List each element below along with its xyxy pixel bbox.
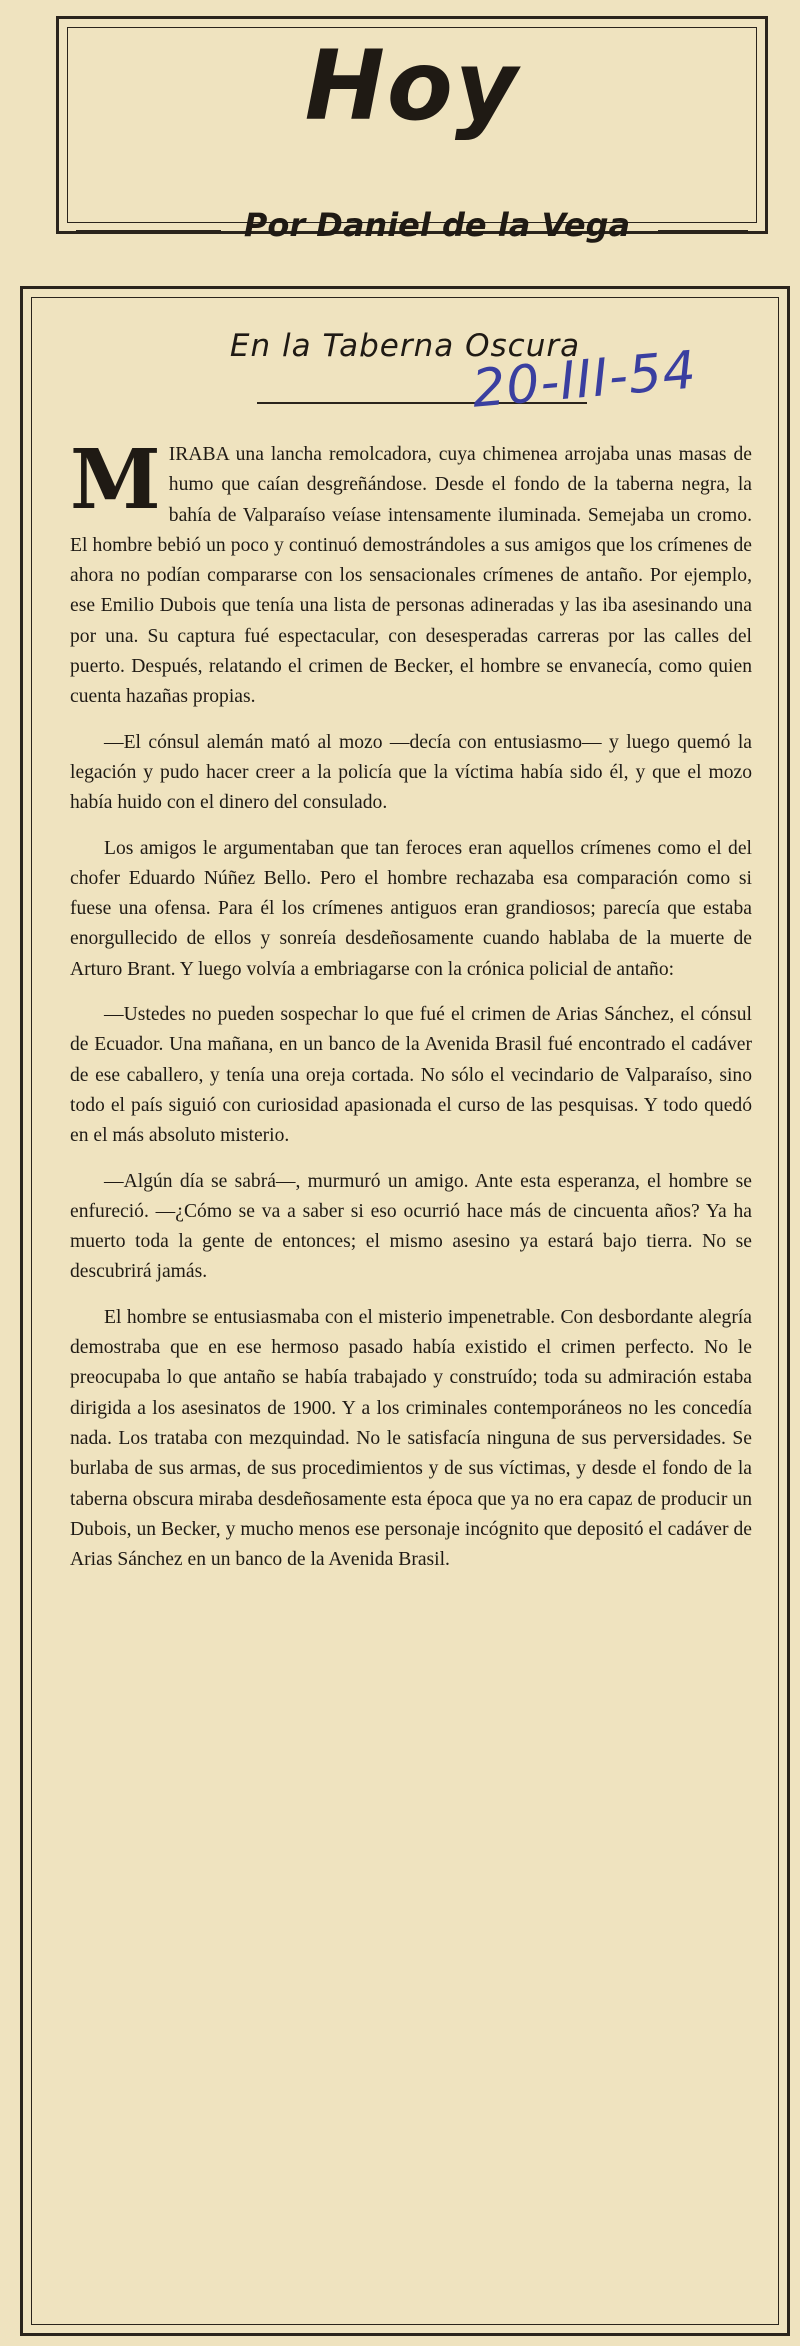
paragraph-1 (70, 432, 752, 713)
masthead-box (56, 16, 768, 244)
byline-rule-left (76, 230, 221, 233)
article-box (20, 286, 790, 2336)
byline-row (68, 206, 756, 246)
byline: Por Daniel de la Vega (243, 206, 631, 244)
masthead-inner-frame (67, 27, 757, 244)
paragraph-4: —Ustedes no pueden sospechar lo que fué el crimen de Arias Sánchez, el cónsul de Ecuador. Una mañana, en un banco de la Avenida Brasil fué encontrado el cadáver de ese caballero, y tenía una oreja cortada. No sólo el vecindario de Valparaíso, sino todo el país siguió con curiosidad apasionada el curso de las pesquisas. Y todo quedó en el más absoluto misterio. (70, 1004, 752, 1147)
paragraph-2: —El cónsul alemán mató al mozo —decía con entusiasmo— y luego quemó la legación y pudo hacer creer a la policía que la víctima había sido él, y que el mozo había huido con el dinero del consulado. (70, 731, 752, 814)
article-heading: En la Taberna Oscura (229, 328, 581, 364)
paragraph-1-text: IRABA una lancha remolcadora, cuya chimenea arrojaba unas masas de humo que caían desgreñándose. Desde el fondo de la taberna negra, la bahía de Valparaíso veíase intensamente iluminada. Semejaba un cromo. El hombre bebió un poco y continuó demostrándoles a sus amigos que los crímenes de ahora no podían compararse con los sensacionales crímenes de antaño. Por ejemplo, ese Emilio Dubois que tenía una lista de personas adineradas y las iba asesinando una por una. Su captura fué espectacular, con desesperadas carreras por las calles del puerto. Después, relatando el crimen de Becker, el hombre se envanecía, como quien cuenta hazañas propias. (70, 444, 752, 708)
handwritten-date: 20-III-54 (469, 340, 700, 420)
paragraph-6: El hombre se entusiasmaba con el misterio impenetrable. Con desbordante alegría demostraba que en ese hermoso pasado había existido el crimen perfecto. No le preocupaba lo que antaño se había trabajado y construído; toda su admiración estaba dirigida a los asesinatos de 1900. Y a los criminales contemporáneos no les concedía nada. Los trataba con mezquindad. No le satisfacía ninguna de sus perversidades. Se burlaba de sus armas, de sus procedimientos y de sus víctimas, y desde el fondo de la taberna obscura miraba desdeñosamente esta época que ya no era capaz de producir un Dubois, un Becker, y mucho menos ese personaje incógnito que depositó el cadáver de Arias Sánchez en un banco de la Avenida Brasil. (70, 1306, 752, 1571)
paragraph-3: Los amigos le argumentaban que tan feroces eran aquellos crímenes como el del chofer Eduardo Núñez Bello. Pero el hombre rechazaba esa comparación como si fuese una ofensa. Para él los crímenes antiguos eran grandiosos; parecía que estaba enorgullecido de ellos y sonreía desdeñosamente cuando hablaba de la muerte de Arturo Brant. Y luego volvía a embriagarse con la crónica policial de antaño: (70, 837, 752, 980)
drop-cap: M (70, 432, 161, 528)
paragraph-5: —Algún día se sabrá—, murmuró un amigo. Ante esta esperanza, el hombre se enfureció. —¿Cómo se va a saber si eso ocurrió hace más de cincuenta años? Ya ha muerto toda la gente de entonces; el mismo asesino ya estará bajo tierra. No se descubrirá jamás. (70, 1170, 752, 1283)
article-body (70, 432, 752, 1575)
article-inner-frame (31, 297, 779, 2325)
byline-rule-right (658, 230, 748, 233)
column-title: Hoy (304, 30, 520, 142)
